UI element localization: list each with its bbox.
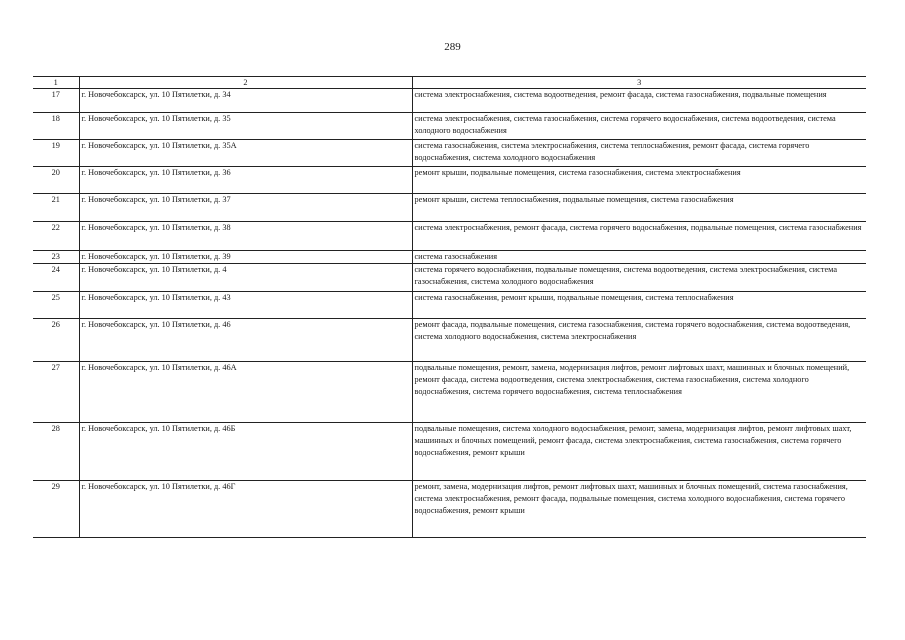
row-works: система электроснабжения, система водоотведения, ремонт фасада, система газоснабжения, подвальные помещения	[412, 89, 866, 113]
row-number: 27	[33, 362, 79, 423]
row-address: г. Новочебоксарск, ул. 10 Пятилетки, д. 4	[79, 264, 412, 292]
table-row	[33, 89, 866, 113]
row-works: система газоснабжения	[412, 251, 866, 264]
row-works: система электроснабжения, ремонт фасада, система горячего водоснабжения, подвальные помещения, система газоснабжения	[412, 222, 866, 251]
row-number: 21	[33, 194, 79, 222]
table-row	[33, 222, 866, 251]
table-row	[33, 140, 866, 167]
row-works: ремонт крыши, система теплоснабжения, подвальные помещения, система газоснабжения	[412, 194, 866, 222]
row-address: г. Новочебоксарск, ул. 10 Пятилетки, д. 46А	[79, 362, 412, 423]
table-row	[33, 264, 866, 292]
table-row	[33, 362, 866, 423]
row-number: 20	[33, 167, 79, 194]
row-address: г. Новочебоксарск, ул. 10 Пятилетки, д. 46	[79, 319, 412, 362]
row-address: г. Новочебоксарск, ул. 10 Пятилетки, д. 36	[79, 167, 412, 194]
row-number: 24	[33, 264, 79, 292]
row-number: 25	[33, 292, 79, 319]
row-number: 23	[33, 251, 79, 264]
row-address: г. Новочебоксарск, ул. 10 Пятилетки, д. 46Г	[79, 481, 412, 538]
row-number: 22	[33, 222, 79, 251]
row-works: подвальные помещения, ремонт, замена, модернизация лифтов, ремонт лифтовых шахт, машинных и блочных помещений, ремонт фасада, система водоотведения, система электроснабжения, система газоснабжения, система холодного водоснабжения, система горячего водоснабжения, система теплоснабжения	[412, 362, 866, 423]
row-number: 29	[33, 481, 79, 538]
row-works: система горячего водоснабжения, подвальные помещения, система водоотведения, система электроснабжения, система газоснабжения, система холодного водоснабжения	[412, 264, 866, 292]
row-address: г. Новочебоксарск, ул. 10 Пятилетки, д. 46Б	[79, 423, 412, 481]
row-number: 28	[33, 423, 79, 481]
row-works: подвальные помещения, система холодного водоснабжения, ремонт, замена, модернизация лифтов, ремонт лифтовых шахт, машинных и блочных помещений, ремонт фасада, система электроснабжения, система газоснабжения, система горячего водоснабжения, ремонт крыши	[412, 423, 866, 481]
header-col-3: 3	[412, 77, 866, 89]
row-number: 17	[33, 89, 79, 113]
row-number: 19	[33, 140, 79, 167]
table-row	[33, 194, 866, 222]
row-works: система электроснабжения, система газоснабжения, система горячего водоснабжения, система водоотведения, система холодного водоснабжения	[412, 113, 866, 140]
table-row	[33, 423, 866, 481]
row-address: г. Новочебоксарск, ул. 10 Пятилетки, д. 38	[79, 222, 412, 251]
row-works: ремонт, замена, модернизация лифтов, ремонт лифтовых шахт, машинных и блочных помещений, система газоснабжения, система электроснабжения, ремонт фасада, подвальные помещения, система холодного водоснабжения, система горячего водоснабжения, ремонт крыши	[412, 481, 866, 538]
table-row	[33, 292, 866, 319]
table-header-row	[33, 77, 866, 89]
works-table	[33, 76, 866, 538]
row-address: г. Новочебоксарск, ул. 10 Пятилетки, д. 39	[79, 251, 412, 264]
table-row	[33, 113, 866, 140]
row-address: г. Новочебоксарск, ул. 10 Пятилетки, д. 35А	[79, 140, 412, 167]
row-address: г. Новочебоксарск, ул. 10 Пятилетки, д. 43	[79, 292, 412, 319]
page-number: 289	[444, 41, 461, 53]
row-works: ремонт крыши, подвальные помещения, система газоснабжения, система электроснабжения	[412, 167, 866, 194]
row-works: система газоснабжения, система электроснабжения, система теплоснабжения, ремонт фасада, система горячего водоснабжения, система холодного водоснабжения	[412, 140, 866, 167]
table-row	[33, 319, 866, 362]
row-number: 18	[33, 113, 79, 140]
row-address: г. Новочебоксарск, ул. 10 Пятилетки, д. 37	[79, 194, 412, 222]
row-address: г. Новочебоксарск, ул. 10 Пятилетки, д. 34	[79, 89, 412, 113]
table-row	[33, 167, 866, 194]
table-row	[33, 251, 866, 264]
row-address: г. Новочебоксарск, ул. 10 Пятилетки, д. 35	[79, 113, 412, 140]
row-number: 26	[33, 319, 79, 362]
row-works: система газоснабжения, ремонт крыши, подвальные помещения, система теплоснабжения	[412, 292, 866, 319]
header-col-1: 1	[33, 77, 79, 89]
header-col-2: 2	[79, 77, 412, 89]
table-row	[33, 481, 866, 538]
row-works: ремонт фасада, подвальные помещения, система газоснабжения, система горячего водоснабжения, система водоотведения, система холодного водоснабжения, система электроснабжения	[412, 319, 866, 362]
